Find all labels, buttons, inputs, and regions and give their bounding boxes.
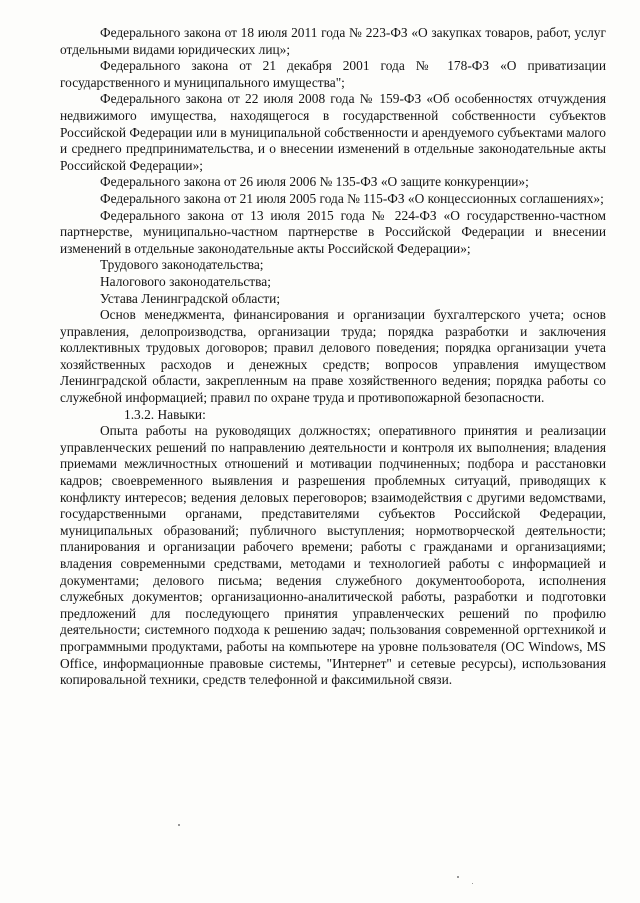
paragraph-224-fz: Федерального закона от 13 июля 2015 года № 224-ФЗ «О государственно-частном партнерстве, муниципально-частном партнерстве в Российской Федерации и внесении изменений в отдельные законодательные акты Российской Федерации»; <box>60 207 606 256</box>
paragraph-charter: Устава Ленинградской области; <box>100 290 281 306</box>
paragraph-tax-law: Налогового законодательства; <box>100 273 271 289</box>
paragraph-135-fz: Федерального закона от 26 июля 2006 № 135-ФЗ «О защите конкуренции»; <box>100 174 529 190</box>
paragraph-159-fz: Федерального закона от 22 июля 2008 года № 159-ФЗ «Об особенностях отчуждения недвижимого имущества, находящегося в государственной собственности субъектов Российской Федерации или в муниципальной собственности и арендуемого субъектами малого и среднего предпринимательства, и о внесении изменений в отдельные законодательные акты Российской Федерации»; <box>60 91 606 173</box>
paragraph-178-fz: Федерального закона от 21 декабря 2001 года № 178-ФЗ «О приватизации государственного и муниципального имущества"; <box>60 58 606 90</box>
scan-speck <box>472 883 473 884</box>
paragraph-115-fz: Федерального закона от 21 июля 2005 года № 115-ФЗ «О концессионных соглашениях»; <box>100 190 604 206</box>
scan-speck <box>178 824 180 826</box>
scan-speck <box>457 876 459 878</box>
document-body <box>60 25 606 689</box>
skills-paragraph: Опыта работы на руководящих должностях; оперативного принятия и реализации управленческих решений по направлению деятельности и контроля их выполнения; владения приемами межличностных отношений и мотивации подчиненных; подбора и расстановки кадров; своевременного выявления и разрешения проблемных ситуаций, приводящих к конфликту интересов; ведения деловых переговоров; взаимодействия с другими ведомствами, государственными органами, представителями субъектов Российской Федерации, муниципальных образований; публичного выступления; нормотворческой деятельности; планирования и организации рабочего времени; работы с гражданами и организациями; владения современными средствами, методами и технологией работы с информацией и документами; делового письма; ведения служебного документооборота, исполнения служебных документов; организационно-аналитической работы, разработки и подготовки предложений для последующего принятия управленческих решений по профилю деятельности; системного подхода к решению задач; пользования современной оргтехникой и программными продуктами, работы на компьютере на уровне пользователя (ОС Windows, MS Office, информационные правовые системы, "Интернет" и сетевые ресурсы), использования копировальной техники, средств телефонной и факсимильной связи. <box>60 423 606 688</box>
skills-heading: 1.3.2. Навыки: <box>124 406 206 422</box>
paragraph-labor-law: Трудового законодательства; <box>100 257 264 273</box>
paragraph-223-fz: Федерального закона от 18 июля 2011 года № 223-ФЗ «О закупках товаров, работ, услуг отдельными видами юридических лиц»; <box>60 25 606 57</box>
paragraph-management-basics: Основ менеджмента, финансирования и организации бухгалтерского учета; основ управления, делопроизводства, организации труда; порядка разработки и заключения коллективных трудовых договоров; правил делового поведения; порядка организации учета хозяйственных расходов и денежных средств; вопросов управления имуществом Ленинградской области, закрепленным на праве хозяйственного ведения; порядка работы со служебной информацией; правил по охране труда и противопожарной безопасности. <box>60 307 606 406</box>
